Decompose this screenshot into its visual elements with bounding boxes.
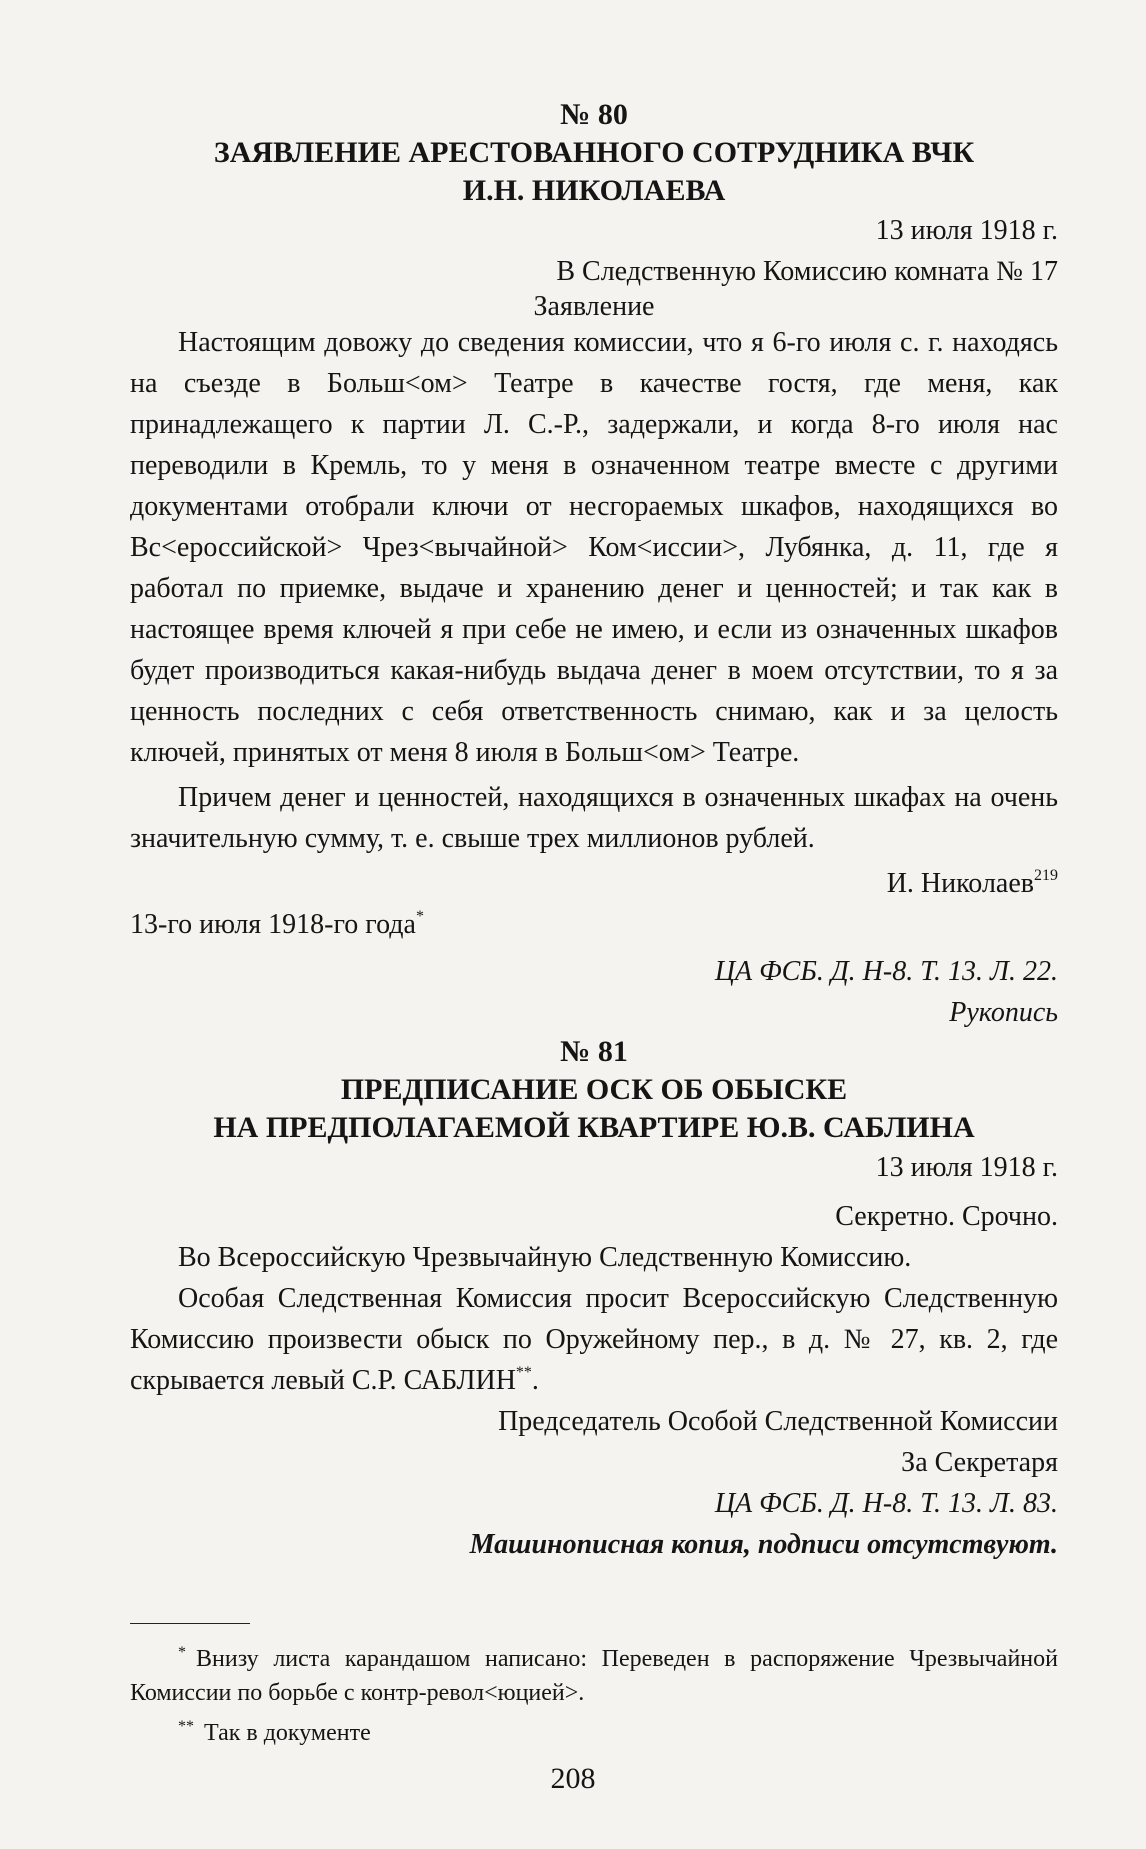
page-number: 208 [550,1762,596,1795]
doc80-title-line2: И.Н. НИКОЛАЕВА [462,174,726,207]
doc80-number: № 80 [560,98,628,131]
footnote-mark: ** [515,1363,532,1381]
doc80-date: 13 июля 1918 г. [875,215,1058,246]
footnote-1-text: Внизу листа карандашом написано: Переведен в распоряжение Чрезвычайной Комиссии по борьбе с контр-револ<юцией>. [130,1646,1058,1706]
doc81-number: № 81 [560,1035,628,1068]
doc81-paragraph1 [130,1278,1058,1401]
doc80-signature-line [130,863,1058,904]
footnote-1-mark: * [178,1644,186,1661]
doc81-note: Машинописная копия, подписи отсутствуют. [469,1529,1058,1560]
doc80-paragraph1: Настоящим довожу до сведения комиссии, что я 6-го июля с. г. находясь на съезде в Больш<ом> Театре в качестве гостя, где меня, как принадлежащего к партии Л. С.-Р., задержали, и когда 8-го июля нас переводили в Кремль, то у меня в означенном театре вместе с другими документами отобрали ключи от несгораемых шкафов, находящихся во Вс<ероссийской> Чрез<вычайной> Ком<иссии>, Лубянка, д. 11, где я работал по приемке, выдаче и хранению денег и ценностей; и так как в настоящее время ключей я при себе не имею, и если из означенных шкафов будет производиться какая-нибудь выдача денег в моем отсутствии, то я за ценность последних с себя ответственность снимаю, как и за целость ключей, принятых от меня 8 июля в Больш<ом> Театре. [130,327,1058,768]
doc81-title-line2: НА ПРЕДПОЛАГАЕМОЙ КВАРТИРЕ Ю.В. САБЛИНА [213,1111,975,1144]
footnote-ref-219: 219 [1034,866,1058,884]
doc80-signature: И. Николаев [886,868,1034,899]
doc80-title-line1: ЗАЯВЛЕНИЕ АРЕСТОВАННОГО СОТРУДНИКА ВЧК [213,136,975,169]
doc80-paragraph2: Причем денег и ценностей, находящихся в означенных шкафах на очень значительную сумму, т. е. свыше трех миллионов рублей. [130,782,1058,854]
doc80-heading: Заявление [533,291,655,322]
doc80-addressee: В Следственную Комиссию комната № 17 [556,256,1058,287]
doc81-title-line1: ПРЕДПИСАНИЕ ОСК ОБ ОБЫСКЕ [340,1073,848,1106]
footnote-mark: * [415,907,424,925]
doc81-paragraph1-end: . [531,1365,539,1396]
doc81-archive: ЦА ФСБ. Д. Н-8. Т. 13. Л. 83. [714,1488,1058,1519]
footnote-1 [130,1636,1058,1710]
text-column [130,96,1058,1750]
footnote-2-text: Так в документе [204,1720,371,1746]
doc80-sign-date: 13-го июля 1918-го года [130,909,416,940]
footnote-2-mark: ** [178,1718,194,1735]
doc81-signer1: Председатель Особой Следственной Комиссии [498,1406,1058,1437]
doc81-paragraph1-text: Особая Следственная Комиссия просит Всероссийскую Следственную Комиссию произвести обыск по Оружейному пер., в д. № 27, кв. 2, где скрывается левый С.Р. САБЛИН [130,1283,1058,1396]
doc81-signer2: За Секретаря [901,1447,1058,1478]
doc80-sign-date-line [130,904,1058,945]
doc80-note: Рукопись [949,997,1058,1028]
footnote-divider [130,1623,250,1624]
doc81-date: 13 июля 1918 г. [875,1152,1058,1183]
footnote-2 [130,1710,1058,1750]
doc80-archive: ЦА ФСБ. Д. Н-8. Т. 13. Л. 22. [714,956,1058,987]
doc81-addressee: Во Всероссийскую Чрезвычайную Следственную Комиссию. [178,1242,912,1273]
doc81-urgency: Секретно. Срочно. [835,1201,1058,1232]
